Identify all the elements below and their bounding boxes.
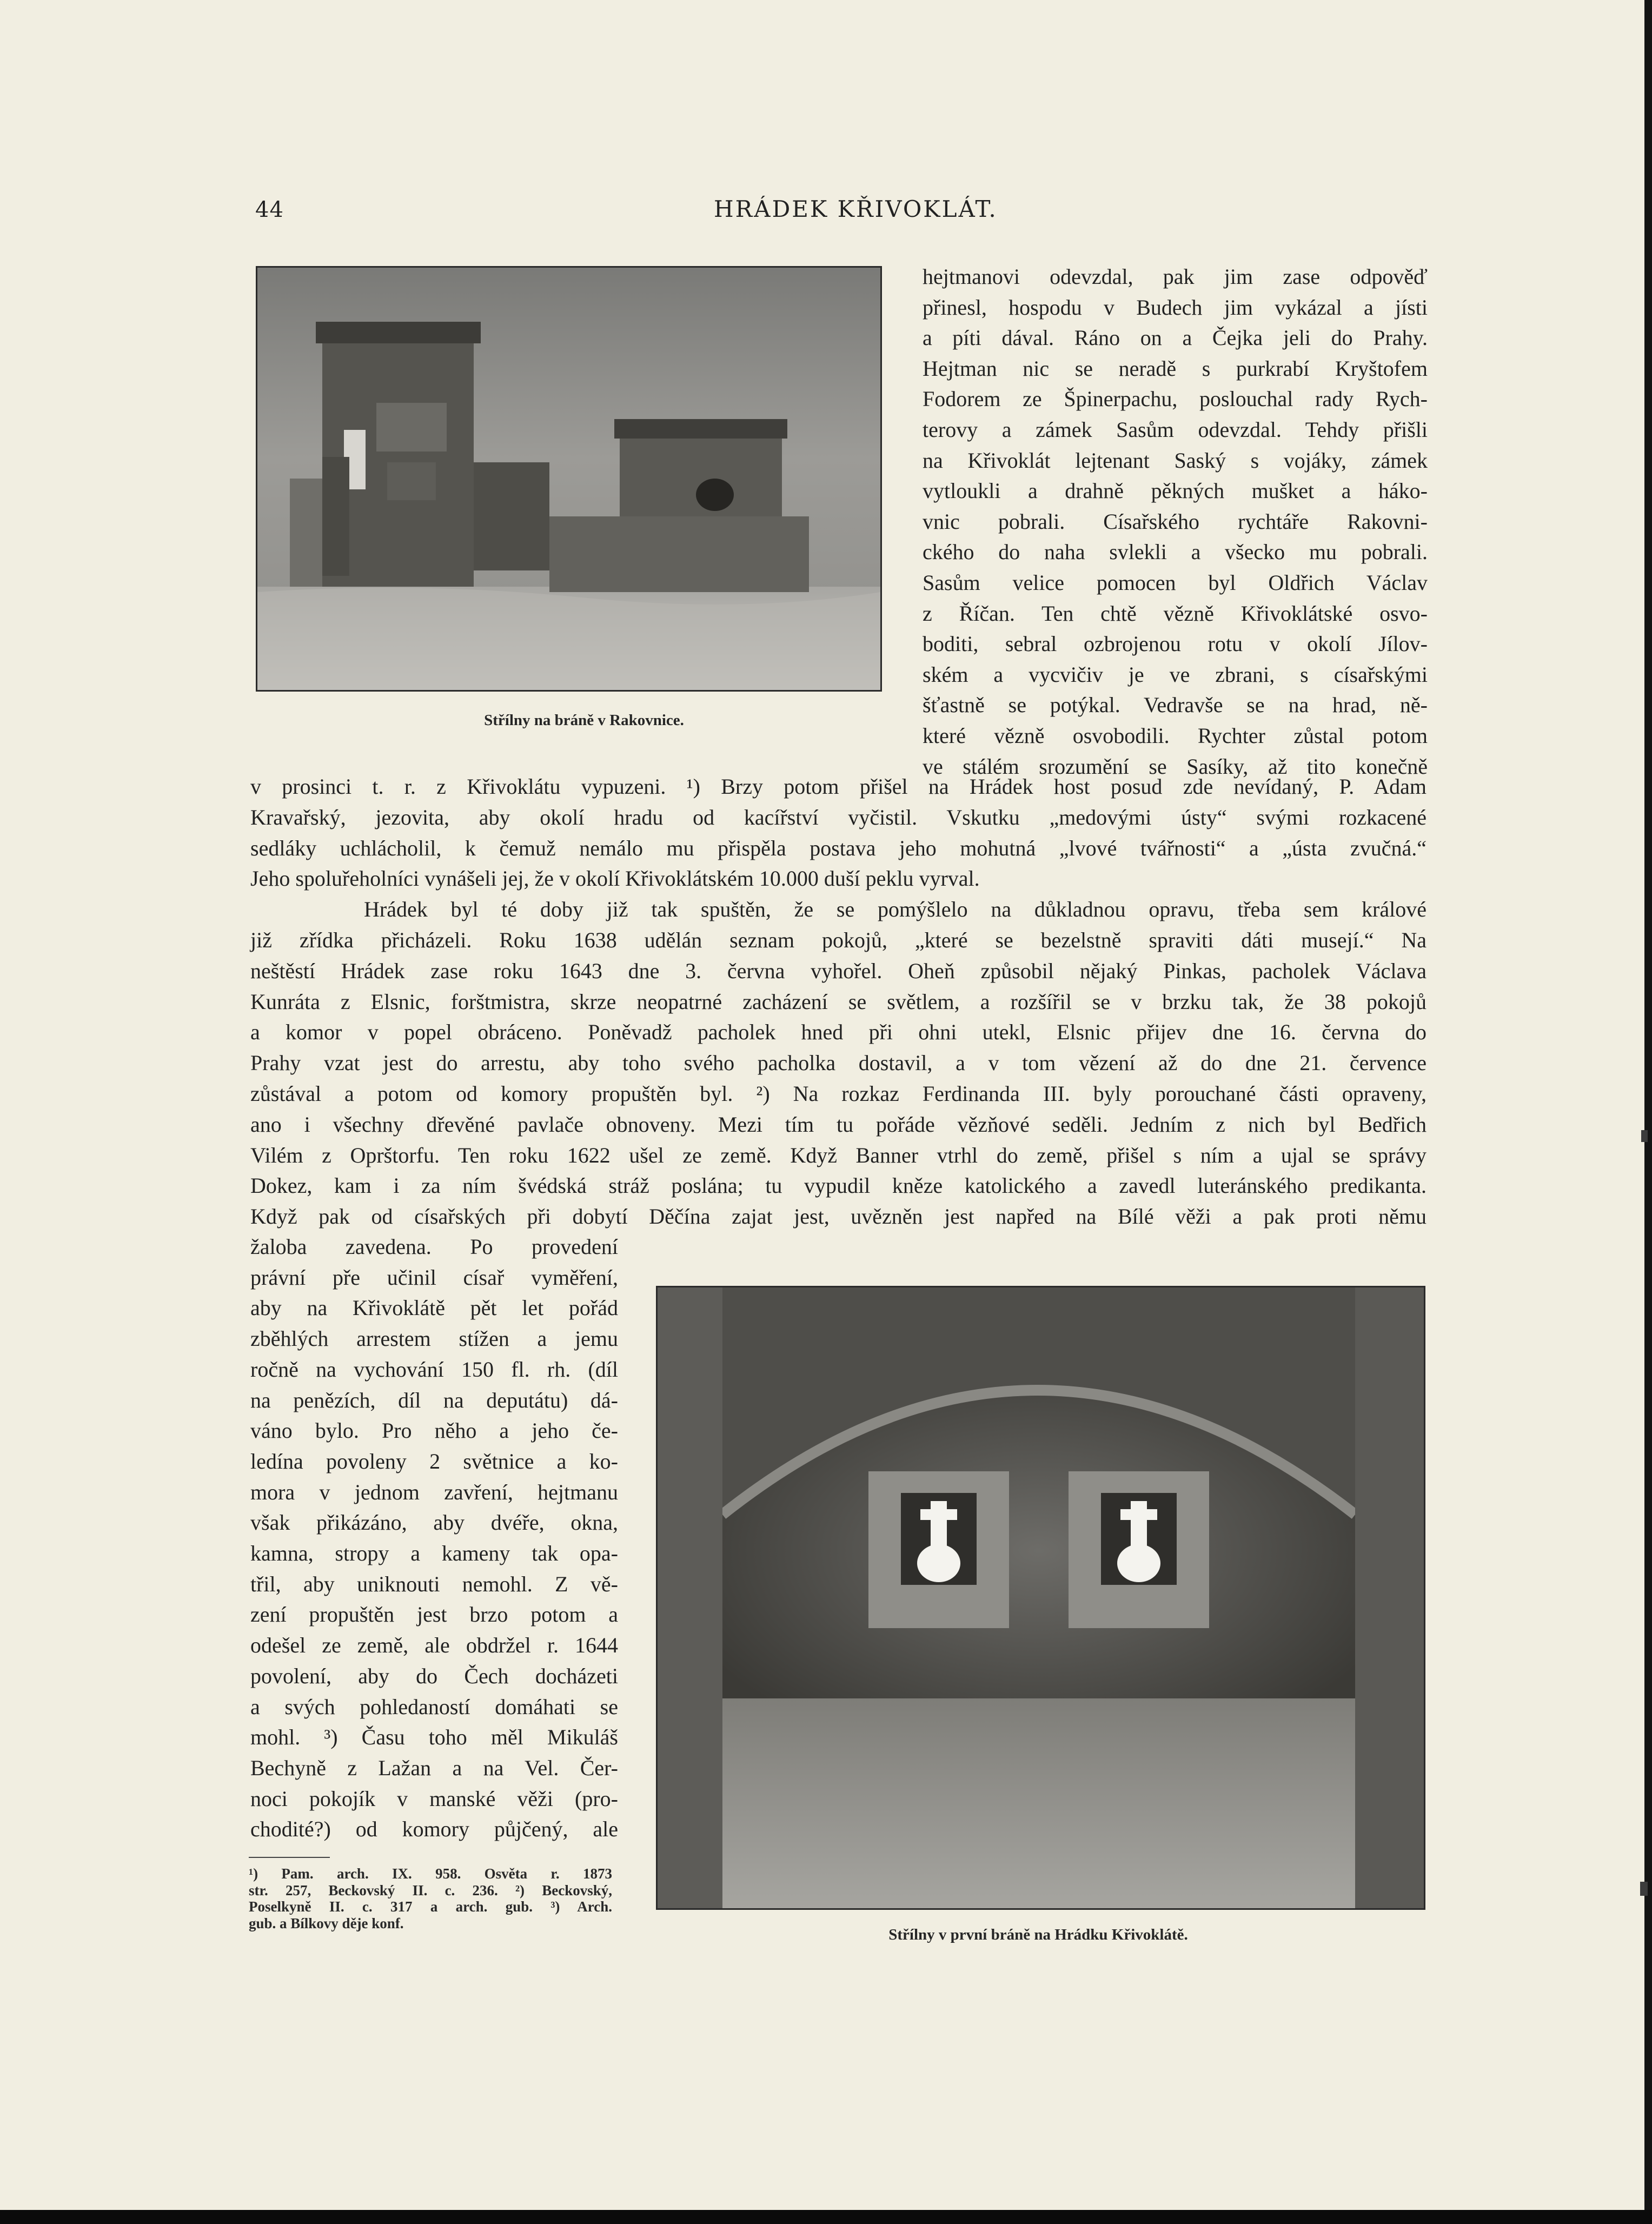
text-line: žaloba zavedena. Po provedení [250,1234,618,1259]
text-line: ledína povoleny 2 světnice a ko- [250,1449,618,1473]
text-line: z Říčan. Ten chtě vězně Křivoklátské osvo- [923,601,1428,626]
text-line: zení propuštěn jest brzo potom a [250,1602,618,1627]
text-line: Bechyně z Lažan a na Vel. Čer- [250,1755,618,1780]
text-line: ském a vycvičiv je ve zbrani, s císařskými [923,662,1428,687]
krivoklat-gate-image [658,1287,1424,1908]
text-line: na penězích, díl na deputátu) dá- [250,1387,618,1412]
text-line: Fodorem ze Špinerpachu, poslouchal rady Rych- [923,387,1428,411]
text-line: Kravařský, jezovita, aby okolí hradu od kacířství vyčistil. Vskutku „medovými ústy“ svými rozkacené [250,805,1427,829]
text-line: a komor v popel obráceno. Poněvadž pacholek hned při ohni utekl, Elsnic přijev dne 16. června do [250,1020,1427,1045]
text-line: terovy a zámek Sasům odevzdal. Tehdy přišli [923,417,1428,442]
footnote-line: gub. a Bílkovy děje konf. [249,1915,404,1931]
text-line: zůstával a potom od komory propuštěn byl. ²) Na rozkaz Ferdinanda III. byly porouchané části opraveny, [250,1081,1427,1106]
margin-mark [1641,1130,1648,1142]
text-line: mora v jednom zavření, hejtmanu [250,1479,618,1504]
text-line: v prosinci t. r. z Křivoklátu vypuzeni. ¹) Brzy potom přišel na Hrádek host posud zde nevídaný, P. Adam [250,774,1427,799]
margin-mark [1640,1882,1648,1896]
text-line: a píti dával. Ráno on a Čejka jeli do Prahy. [923,326,1428,350]
text-line: Když pak od císařských při dobytí Děčína zajat jest, uvězněn jest napřed na Bílé věži a pak proti němu [250,1204,1427,1229]
text-line: odešel ze země, ale obdržel r. 1644 [250,1633,618,1658]
text-line: vnic pobrali. Císařského rychtáře Rakovni- [923,509,1428,534]
text-line: vytloukli a drahně pěkných mušket a háko- [923,479,1428,503]
text-line: Vilém z Oprštorfu. Ten roku 1622 ušel ze země. Když Banner vtrhl do země, přišel s ním a ujal se správy [250,1143,1427,1167]
running-title: HRÁDEK KŘIVOKLÁT. [714,196,998,222]
text-line: Hejtman nic se neradě s purkrabí Kryštofem [923,356,1428,381]
text-line: ve stálém srozumění se Sasíky, až tito konečně [923,754,1428,779]
text-line: a svých pohledaností domáhati se [250,1694,618,1719]
footnote-rule [249,1857,330,1858]
text-line: přinesl, hospodu v Budech jim vykázal a jísti [923,295,1428,320]
text-line: Sasům velice pomocen byl Oldřich Václav [923,570,1428,595]
text-line: šťastně se potýkal. Vedravše se na hrad, ně- [923,693,1428,718]
footnote-line: str. 257, Beckovský II. c. 236. ²) Beckovský, [249,1882,612,1898]
text-line: ckého do naha svlekli a všecko mu pobrali. [923,540,1428,565]
text-line: které vězně osvobodili. Rychter zůstal potom [923,723,1428,748]
text-line: povolení, aby do Čech docházeti [250,1663,618,1688]
text-line: Jeho spoluřeholníci vynášeli jej, že v okolí Křivoklátském 10.000 duší peklu vyrval. [250,866,980,891]
text-line: Dokez, kam i za ním švédská stráž poslána; tu vypudil kněze katolického a zavedl luteránského predikanta. [250,1173,1427,1198]
text-line: mohl. ³) Času toho měl Mikuláš [250,1725,618,1750]
figure-rakovnice-gate [256,266,882,692]
text-line: sedláky uchlácholil, k čemuž nemálo mu přispěla postava jeho mohutná „lvové tvářnosti“ a „ústa zvučná.“ [250,835,1427,860]
text-line: právní pře učinil císař vyměření, [250,1265,618,1290]
text-line: boditi, sebral ozbrojenou rotu v okolí Jílov- [923,632,1428,656]
footnote-line: ¹) Pam. arch. IX. 958. Osvěta r. 1873 [249,1865,612,1882]
text-line: ročně na vychování 150 fl. rh. (díl [250,1357,618,1382]
figure-caption: Střílny v první bráně na Hrádku Křivoklátě. [888,1926,1188,1943]
text-line: na Křivoklát lejtenant Saský s vojáky, zámek [923,448,1428,473]
text-line: chodité?) od komory půjčený, ale [250,1817,618,1842]
page-number: 44 [255,197,284,222]
text-line: hejtmanovi odevzdal, pak jim zase odpověď [923,264,1428,289]
text-line: Prahy vzat jest do arrestu, aby toho svého pacholka dostavil, a v tom vězení až do dne 21. července [250,1051,1427,1076]
text-line: již zřídka přicházeli. Roku 1638 udělán seznam pokojů, „které se bezelstně spraviti dáti musejí.“ Na [250,928,1427,952]
rakovnice-gate-image [257,268,880,690]
text-line: ano i všechny dřevěné pavlače obnoveny. Mezi tím tu pořáde vězňové seděli. Jedním z nich byl Bedřich [250,1112,1427,1137]
text-line: aby na Křivoklátě pět let pořád [250,1296,618,1320]
text-line: noci pokojík v manské věži (pro- [250,1786,618,1811]
footnote-line: Poselkyně II. c. 317 a arch. gub. ³) Arch. [249,1898,612,1915]
text-line: váno bylo. Pro něho a jeho če- [250,1418,618,1443]
text-line: zběhlých arrestem stížen a jemu [250,1326,618,1351]
text-line: Hrádek byl té doby již tak spuštěn, že se pomýšlelo na důkladnou opravu, třeba sem králové [364,897,1427,922]
text-line: však přikázáno, aby dvéře, okna, [250,1510,618,1535]
text-line: třil, aby uniknouti nemohl. Z vě- [250,1571,618,1596]
text-line: neštěstí Hrádek zase roku 1643 dne 3. června vyhořel. Oheň způsobil nějaký Pinkas, pacholek Václava [250,958,1427,983]
figure-krivoklat-gate [656,1286,1425,1910]
text-line: Kunráta z Elsnic, forštmistra, skrze neopatrné zacházení se světlem, a rozšířil se v brzku tak, že 38 pokojů [250,989,1427,1014]
figure-caption: Střílny na bráně v Rakovnice. [484,712,684,729]
text-line: kamna, stropy a kameny tak opa- [250,1541,618,1565]
